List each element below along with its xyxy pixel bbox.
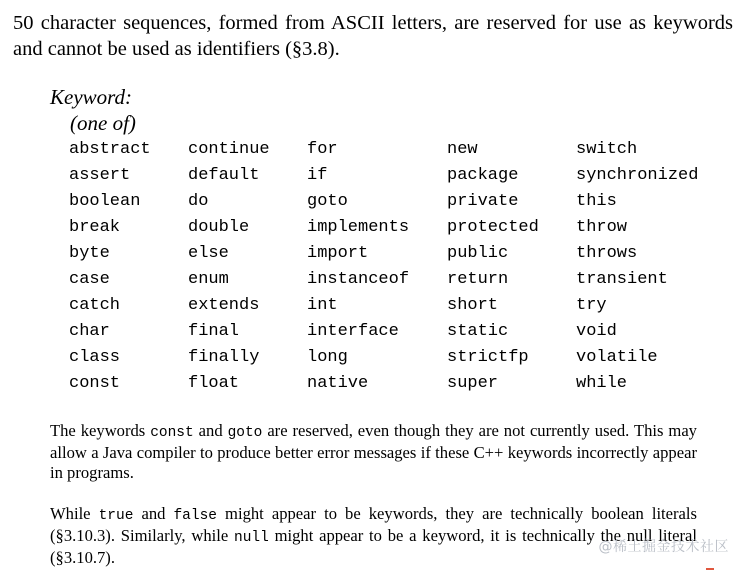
keyword-cell: synchronized [576,166,699,185]
keyword-cell: goto [307,192,348,211]
keyword-cell: implements [307,218,410,237]
keyword-row [69,371,716,397]
keyword-row [69,163,716,189]
keyword-cell: package [447,166,519,185]
keyword-cell: static [447,322,509,341]
code-goto: goto [227,425,263,441]
para2-text-3: might appear to be keywords, they are technically boolean literals (§3.10.3). Similarly, while [50,504,697,545]
keyword-cell: class [69,348,121,367]
keyword-cell: double [188,218,250,237]
keyword-cell: strictfp [447,348,529,367]
keyword-cell: protected [447,218,539,237]
reserved-note-paragraph [50,421,697,483]
keyword-cell: final [188,322,240,341]
keyword-row [69,241,716,267]
red-mark-decoration [706,568,714,570]
keyword-row [69,267,716,293]
para1-text-1: The keywords [50,421,151,440]
keyword-table-body [69,137,716,397]
para2-text-2: and [133,504,174,523]
code-true: true [98,508,134,524]
keyword-cell: void [576,322,617,341]
keyword-cell: break [69,218,121,237]
keyword-cell: extends [188,296,260,315]
para1-text-2: and [193,421,228,440]
keyword-row [69,189,716,215]
code-false: false [173,508,217,524]
keyword-cell: instanceof [307,270,410,289]
keyword-cell: float [188,374,240,393]
keyword-cell: char [69,322,110,341]
intro-paragraph: 50 character sequences, formed from ASCII letters, are reserved for use as keywords and cannot be used as identifiers (§3.8). [13,12,733,60]
keyword-cell: import [307,244,369,263]
keyword-cell: public [447,244,509,263]
keyword-row [69,137,716,163]
keyword-cell: throw [576,218,628,237]
keyword-cell: finally [188,348,260,367]
code-const: const [150,425,194,441]
keyword-cell: short [447,296,499,315]
grammar-one-of: (one of) [70,111,136,135]
keyword-cell: new [447,140,478,159]
keyword-row [69,319,716,345]
keyword-cell: continue [188,140,270,159]
keyword-cell: do [188,192,209,211]
keyword-cell: case [69,270,110,289]
keyword-cell: super [447,374,499,393]
keyword-cell: byte [69,244,110,263]
keyword-cell: else [188,244,229,263]
para2-text-1: While [50,504,99,523]
keyword-cell: try [576,296,607,315]
keyword-cell: if [307,166,328,185]
watermark-text: @稀土掘金技术社区 [598,539,729,555]
keyword-cell: catch [69,296,121,315]
keyword-row [69,215,716,241]
keyword-cell: throws [576,244,638,263]
keyword-cell: const [69,374,121,393]
keyword-cell: switch [576,140,638,159]
keyword-cell: interface [307,322,399,341]
keyword-cell: native [307,374,369,393]
keyword-cell: long [307,348,348,367]
keyword-cell: int [307,296,338,315]
keyword-cell: volatile [576,348,658,367]
keyword-row [69,345,716,371]
keyword-cell: this [576,192,617,211]
code-null: null [234,530,269,546]
keyword-cell: for [307,140,338,159]
para2-text-4: might appear to be a keyword, it is technically the null literal (§3.10.7). [50,526,697,567]
keyword-cell: assert [69,166,131,185]
keyword-table [69,137,716,397]
keyword-cell: while [576,374,628,393]
grammar-nonterminal: Keyword: [50,85,133,109]
keyword-cell: default [188,166,260,185]
keyword-cell: abstract [69,140,151,159]
keyword-row [69,293,716,319]
keyword-cell: return [447,270,509,289]
keyword-cell: transient [576,270,668,289]
keyword-cell: boolean [69,192,141,211]
keyword-cell: enum [188,270,229,289]
para1-text-3: are reserved, even though they are not currently used. This may allow a Java compiler to produce better error messages if these C++ keywords incorrectly appear in programs. [50,421,697,482]
keyword-cell: private [447,192,519,211]
